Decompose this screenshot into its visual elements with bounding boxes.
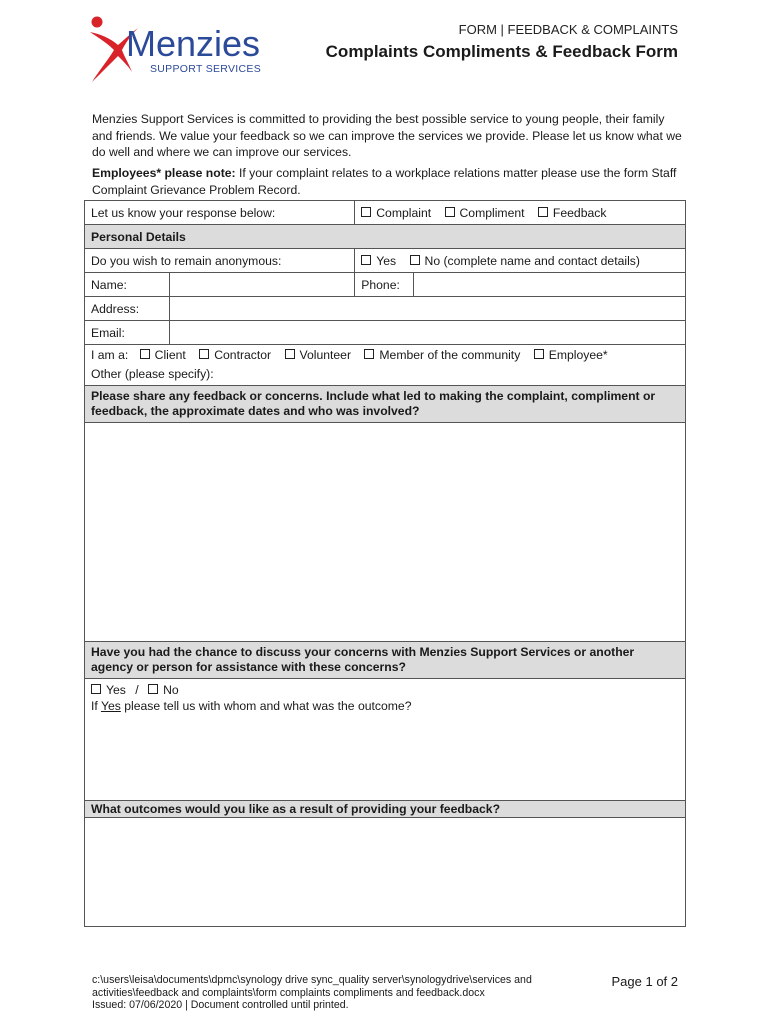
intro-paragraph: Menzies Support Services is committed to providing the best possible service to young people, their family and friends. We value your feedback so we can improve the services we provide. Please let us know what we do well and where we can improve our services. (92, 112, 682, 159)
iam-label: I am a: (91, 348, 129, 362)
feedback-textarea[interactable] (85, 423, 686, 642)
employee-note-text: If your complaint relates to a workplace relations matter please use the form Staff Complaint Grievance Problem Record. (92, 166, 677, 197)
checkbox-icon[interactable] (410, 255, 420, 265)
menzies-logo (88, 14, 288, 86)
personal-details-heading: Personal Details (85, 225, 686, 249)
feedback-heading: Please share any feedback or concerns. Include what led to making the complaint, compliment or feedback, the approximate dates and who was involved? (85, 386, 686, 423)
discuss-heading: Have you had the chance to discuss your concerns with Menzies Support Services or another agency or person for assistance with these concerns? (85, 642, 686, 679)
address-label: Address: (85, 297, 170, 321)
page-title: Complaints Compliments & Feedback Form (325, 42, 678, 61)
footer-path (92, 974, 582, 1012)
employee-note (92, 165, 682, 198)
name-field[interactable] (170, 273, 355, 297)
checkbox-icon[interactable] (285, 349, 295, 359)
other-label: Other (please specify): (91, 367, 214, 381)
role-contractor[interactable]: Contractor (199, 348, 271, 362)
response-options (355, 201, 686, 225)
address-field[interactable] (170, 297, 686, 321)
anonymous-options (355, 249, 686, 273)
checkbox-icon[interactable] (364, 349, 374, 359)
role-options (85, 345, 686, 386)
checkbox-icon[interactable] (361, 207, 371, 217)
name-label: Name: (85, 273, 170, 297)
email-label: Email: (85, 321, 170, 345)
checkbox-icon[interactable] (445, 207, 455, 217)
email-field[interactable] (170, 321, 686, 345)
option-complaint[interactable]: Complaint (361, 206, 431, 220)
response-label: Let us know your response below: (85, 201, 355, 225)
anonymous-label: Do you wish to remain anonymous: (85, 249, 355, 273)
phone-label: Phone: (355, 273, 414, 297)
issued-date: Issued: 07/06/2020 | Document controlled until printed. (92, 999, 349, 1011)
feedback-form-table (84, 200, 686, 927)
file-path: c:\users\leisa\documents\dpmc\synology drive sync_quality server\synologydrive\services and activities\feedback and complaints\form complaints compliments and feedback.docx (92, 974, 532, 999)
outcomes-textarea[interactable] (85, 818, 686, 927)
discuss-separator: / (135, 683, 139, 697)
employee-note-label: Employees* please note: (92, 166, 236, 180)
option-compliment[interactable]: Compliment (445, 206, 525, 220)
checkbox-icon[interactable] (140, 349, 150, 359)
discuss-no[interactable]: No (148, 683, 179, 697)
role-client[interactable]: Client (140, 348, 186, 362)
anonymous-yes[interactable]: Yes (361, 254, 396, 268)
checkbox-icon[interactable] (538, 207, 548, 217)
phone-field[interactable] (414, 273, 686, 297)
anonymous-no[interactable]: No (complete name and contact details) (410, 254, 640, 268)
checkbox-icon[interactable] (199, 349, 209, 359)
logo-text: Menzies (126, 23, 261, 64)
discuss-yes[interactable]: Yes (91, 683, 126, 697)
logo-subtext: SUPPORT SERVICES (150, 63, 262, 75)
option-feedback[interactable]: Feedback (538, 206, 607, 220)
form-type-label: FORM | FEEDBACK & COMPLAINTS (458, 22, 678, 37)
discuss-area[interactable] (85, 679, 686, 801)
outcomes-heading: What outcomes would you like as a result of providing your feedback? (85, 801, 686, 818)
checkbox-icon[interactable] (361, 255, 371, 265)
role-community[interactable]: Member of the community (364, 348, 520, 362)
role-employee[interactable]: Employee* (534, 348, 608, 362)
if-yes-instruction: If Yes please tell us with whom and what was the outcome? (91, 699, 412, 713)
checkbox-icon[interactable] (534, 349, 544, 359)
role-volunteer[interactable]: Volunteer (285, 348, 352, 362)
checkbox-icon[interactable] (148, 684, 158, 694)
checkbox-icon[interactable] (91, 684, 101, 694)
page-number: Page 1 of 2 (611, 974, 678, 989)
